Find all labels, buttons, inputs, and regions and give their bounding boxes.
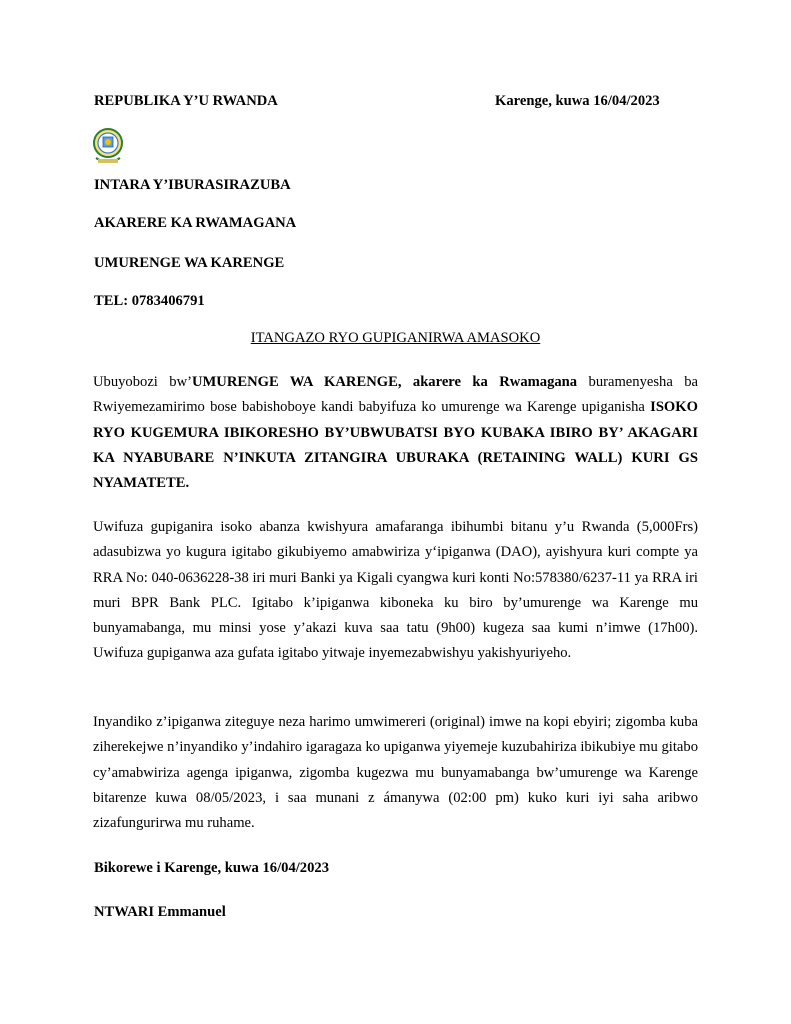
sector-heading: UMURENGE WA KARENGE — [94, 255, 285, 271]
telephone: TEL: 0783406791 — [94, 293, 205, 309]
notice-title: ITANGAZO RYO GUPIGANIRWA AMASOKO — [250, 330, 541, 346]
paragraph-payment: Uwifuza gupiganira isoko abanza kwishyura amafaranga ibihumbi bitanu y’u Rwanda (5,000Frs) adasubizwa yo kugura igitabo gikubiyemo amabwiriza y‘ipiganwa (DAO), ayishyura kuri compte ya RRA No: 040-0636228-38 iri muri Banki ya Kigali cyangwa kuri konti No:578380/6237-11 ya RRA iri muri BPR Bank PLC. Igitabo k’ipiganwa kiboneka ku biro by’umurenge wa Karenge mu bunyamabanga, mu minsi yose y’akazi kuva saa tatu (9h00) kugeza saa kumi n’imwe (17h00). Uwifuza gupiganwa aza gufata igitabo yitwaje inyemezabwishyu yakishyuriyeho. — [93, 519, 698, 662]
signatory-name: NTWARI Emmanuel — [94, 904, 226, 920]
announcement-tender-subject: ISOKO RYO KUGEMURA IBIKORESHO BY’UBWUBATSI BYO KUBAKA IBIRO BY’ AKAGARI KA NYABUBARE N’INKUTA ZITANGIRA UBURAKA (RETAINING WALL) KURI GS NYAMATETE. — [93, 399, 698, 492]
rwanda-coat-of-arms-icon — [92, 126, 124, 166]
announcement-body: buramenyesha ba Rwiyemezamirimo bose babishoboye kandi babyifuza ko umurenge wa Karenge upiganisha — [93, 374, 699, 416]
district-heading: AKARERE KA RWAMAGANA — [94, 215, 297, 231]
announcement-sector: UMURENGE WA KARENGE, akarere ka Rwamagana — [191, 374, 578, 390]
closing-line: Bikorewe i Karenge, kuwa 16/04/2023 — [94, 860, 329, 876]
paragraph-announcement — [93, 370, 698, 496]
province-heading: INTARA Y’IBURASIRAZUBA — [94, 177, 291, 193]
paragraph-submission: Inyandiko z’ipiganwa ziteguye neza harimo umwimereri (original) imwe na kopi ebyiri; zigomba kuba ziherekejwe n’inyandiko y’indahiro igaragaza ko upiganwa yiyemeje kuzubahiriza ibikubiye mu gitabo cy’amabwiriza agenga ipiganwa, zigomba kugezwa mu bunyamabanga bw’umurenge wa Karenge bitarenze kuwa 08/05/2023, i saa munani z ámanywa (02:00 pm) kuko kuri iyi saha aribwo zizafungurirwa mu ruhame. — [93, 714, 698, 832]
place-date: Karenge, kuwa 16/04/2023 — [495, 93, 660, 109]
republic-heading: REPUBLIKA Y’U RWANDA — [94, 93, 278, 109]
announcement-intro: Ubuyobozi bw’ — [93, 374, 192, 390]
